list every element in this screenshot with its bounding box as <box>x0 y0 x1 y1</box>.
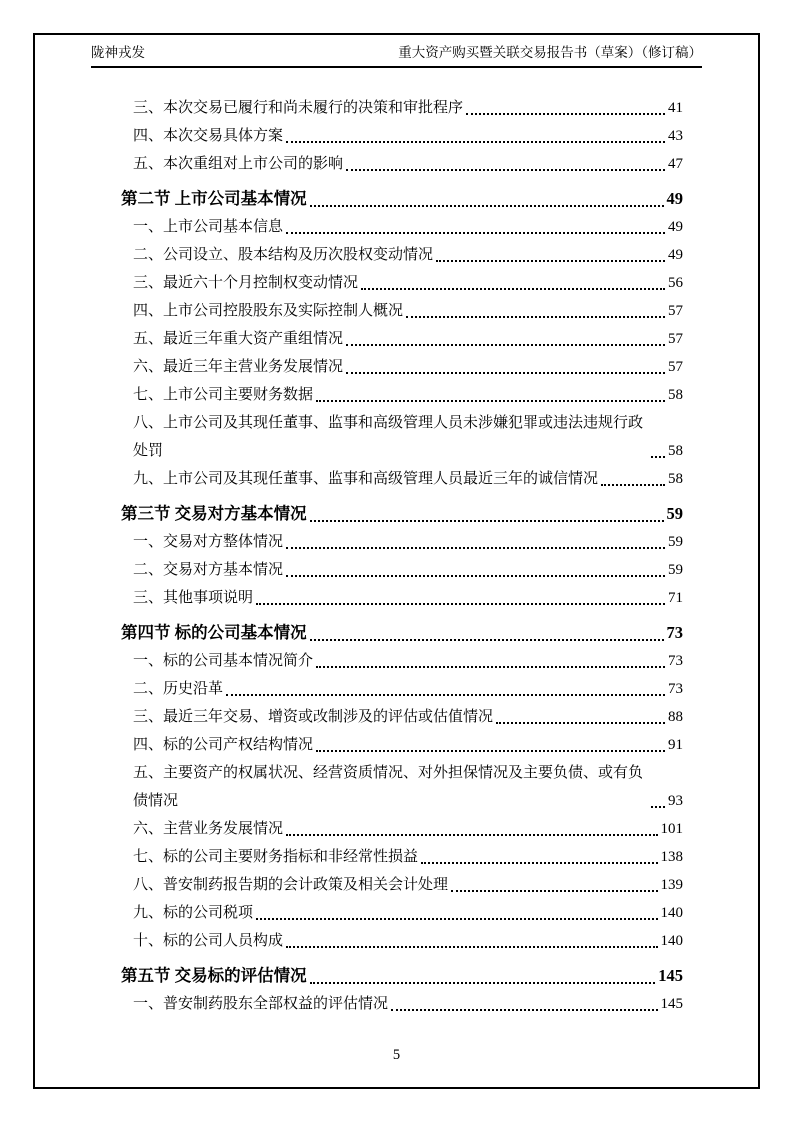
toc-entry-text: 二、公司设立、股本结构及历次股权变动情况 <box>133 247 434 263</box>
toc-entry-text: 四、标的公司产权结构情况 <box>133 737 314 753</box>
toc-leader-dots <box>316 666 665 668</box>
toc-item-entry[interactable] <box>121 381 683 409</box>
toc-item-entry[interactable] <box>121 528 683 556</box>
toc-entry-page: 57 <box>668 331 683 347</box>
toc-entry-text: 一、标的公司基本情况简介 <box>133 653 314 669</box>
toc-entry-text: 十、标的公司人员构成 <box>133 933 284 949</box>
toc-entry-text: 三、本次交易已履行和尚未履行的决策和审批程序 <box>133 100 464 116</box>
toc-entry-text: 二、交易对方基本情况 <box>133 562 284 578</box>
toc-entry-page: 59 <box>668 534 683 550</box>
toc-leader-dots <box>436 260 665 262</box>
toc-list <box>121 94 683 1018</box>
toc-item-entry[interactable] <box>121 297 683 325</box>
toc-entry-page: 140 <box>660 905 683 921</box>
toc-leader-dots <box>286 834 657 836</box>
document-footer <box>0 1047 793 1064</box>
toc-entry-text: 八、上市公司及其现任董事、监事和高级管理人员未涉嫌犯罪或违法违规行政处罚 <box>133 415 644 459</box>
toc-item-entry[interactable] <box>121 241 683 269</box>
toc-item-entry[interactable] <box>121 465 683 493</box>
toc-entry-page: 145 <box>660 996 683 1012</box>
toc-leader-dots <box>346 169 665 171</box>
toc-leader-dots <box>310 205 664 207</box>
toc-entry-page: 88 <box>668 709 683 725</box>
toc-entry-page: 91 <box>668 737 683 753</box>
toc-item-entry[interactable] <box>121 325 683 353</box>
toc-leader-dots <box>466 113 665 115</box>
toc-leader-dots <box>316 400 665 402</box>
toc-entry-text: 三、最近六十个月控制权变动情况 <box>133 275 359 291</box>
toc-item-entry[interactable] <box>121 703 683 731</box>
toc-leader-dots <box>286 141 665 143</box>
toc-item-entry[interactable] <box>121 815 683 843</box>
toc-section-entry[interactable] <box>121 500 683 528</box>
toc-entry-text: 九、上市公司及其现任董事、监事和高级管理人员最近三年的诚信情况 <box>133 471 599 487</box>
toc-entry-text: 第四节 标的公司基本情况 <box>121 623 307 642</box>
toc-entry-text: 八、普安制药报告期的会计政策及相关会计处理 <box>133 877 449 893</box>
toc-item-entry[interactable] <box>121 556 683 584</box>
toc-entry-text: 一、交易对方整体情况 <box>133 534 284 550</box>
toc-entry-page: 58 <box>668 443 683 459</box>
toc-leader-dots <box>226 694 665 696</box>
toc-leader-dots <box>651 806 665 808</box>
toc-entry-text: 一、上市公司基本信息 <box>133 219 284 235</box>
toc-entry-page: 59 <box>666 504 683 523</box>
toc-leader-dots <box>256 918 657 920</box>
toc-entry-page: 49 <box>668 247 683 263</box>
toc-entry-page: 58 <box>668 387 683 403</box>
toc-entry-page: 139 <box>660 877 683 893</box>
toc-leader-dots <box>256 603 665 605</box>
toc-entry-page: 73 <box>668 681 683 697</box>
toc-entry-text: 三、其他事项说明 <box>133 590 254 606</box>
toc-entry-page: 101 <box>660 821 683 837</box>
toc-item-entry[interactable] <box>121 269 683 297</box>
toc-entry-page: 138 <box>660 849 683 865</box>
toc-entry-text: 四、本次交易具体方案 <box>133 128 284 144</box>
toc-leader-dots <box>361 288 665 290</box>
toc-leader-dots <box>601 484 665 486</box>
toc-item-entry[interactable] <box>121 409 683 465</box>
toc-leader-dots <box>286 232 665 234</box>
toc-item-entry[interactable] <box>121 927 683 955</box>
toc-section-entry[interactable] <box>121 619 683 647</box>
toc-entry-page: 93 <box>668 793 683 809</box>
toc-entry-text: 五、主要资产的权属状况、经营资质情况、对外担保情况及主要负债、或有负债情况 <box>133 765 644 809</box>
toc-item-entry[interactable] <box>121 353 683 381</box>
toc-item-entry[interactable] <box>121 899 683 927</box>
toc-item-entry[interactable] <box>121 150 683 178</box>
toc-entry-text: 六、主营业务发展情况 <box>133 821 284 837</box>
toc-entry-page: 49 <box>666 189 683 208</box>
toc-leader-dots <box>346 344 665 346</box>
toc-leader-dots <box>496 722 665 724</box>
toc-entry-text: 五、本次重组对上市公司的影响 <box>133 156 344 172</box>
toc-leader-dots <box>406 316 665 318</box>
toc-leader-dots <box>310 520 664 522</box>
toc-item-entry[interactable] <box>121 122 683 150</box>
toc-entry-text: 四、上市公司控股股东及实际控制人概况 <box>133 303 404 319</box>
header-company-name: 陇神戎发 <box>91 45 145 60</box>
toc-entry-page: 43 <box>668 128 683 144</box>
toc-leader-dots <box>310 982 656 984</box>
toc-entry-page: 59 <box>668 562 683 578</box>
toc-entry-text: 二、历史沿革 <box>133 681 224 697</box>
toc-item-entry[interactable] <box>121 990 683 1018</box>
toc-entry-page: 73 <box>666 623 683 642</box>
toc-item-entry[interactable] <box>121 843 683 871</box>
toc-entry-text: 九、标的公司税项 <box>133 905 254 921</box>
toc-leader-dots <box>286 547 665 549</box>
toc-entry-page: 71 <box>668 590 683 606</box>
toc-item-entry[interactable] <box>121 584 683 612</box>
toc-leader-dots <box>286 575 665 577</box>
toc-item-entry[interactable] <box>121 94 683 122</box>
toc-leader-dots <box>310 639 664 641</box>
toc-entry-text: 五、最近三年重大资产重组情况 <box>133 331 344 347</box>
toc-leader-dots <box>451 890 657 892</box>
document-header <box>91 44 702 68</box>
toc-entry-text: 第三节 交易对方基本情况 <box>121 504 307 523</box>
toc-section-entry[interactable] <box>121 185 683 213</box>
toc-entry-page: 47 <box>668 156 683 172</box>
toc-entry-page: 57 <box>668 359 683 375</box>
toc-entry-page: 41 <box>668 100 683 116</box>
toc-entry-page: 73 <box>668 653 683 669</box>
toc-entry-text: 第二节 上市公司基本情况 <box>121 189 307 208</box>
footer-page-number: 5 <box>392 1047 401 1063</box>
toc-entry-page: 140 <box>660 933 683 949</box>
toc-leader-dots <box>316 750 665 752</box>
toc-leader-dots <box>651 456 665 458</box>
toc-entry-page: 57 <box>668 303 683 319</box>
toc-entry-text: 三、最近三年交易、增资或改制涉及的评估或估值情况 <box>133 709 494 725</box>
toc-entry-page: 56 <box>668 275 683 291</box>
toc-entry-text: 六、最近三年主营业务发展情况 <box>133 359 344 375</box>
toc-leader-dots <box>346 372 665 374</box>
toc-entry-page: 145 <box>658 966 683 985</box>
toc-entry-text: 七、上市公司主要财务数据 <box>133 387 314 403</box>
toc-entry-page: 49 <box>668 219 683 235</box>
toc-item-entry[interactable] <box>121 675 683 703</box>
toc-entry-page: 58 <box>668 471 683 487</box>
toc-leader-dots <box>286 946 657 948</box>
toc-entry-text: 七、标的公司主要财务指标和非经常性损益 <box>133 849 419 865</box>
toc-entry-text: 一、普安制药股东全部权益的评估情况 <box>133 996 389 1012</box>
toc-entry-text: 第五节 交易标的评估情况 <box>121 966 307 985</box>
toc-item-entry[interactable] <box>121 871 683 899</box>
toc-item-entry[interactable] <box>121 731 683 759</box>
toc-section-entry[interactable] <box>121 962 683 990</box>
toc-item-entry[interactable] <box>121 213 683 241</box>
toc-leader-dots <box>391 1009 657 1011</box>
toc-item-entry[interactable] <box>121 759 683 815</box>
toc-item-entry[interactable] <box>121 647 683 675</box>
toc-leader-dots <box>421 862 657 864</box>
header-report-title: 重大资产购买暨关联交易报告书（草案）（修订稿） <box>398 45 702 60</box>
